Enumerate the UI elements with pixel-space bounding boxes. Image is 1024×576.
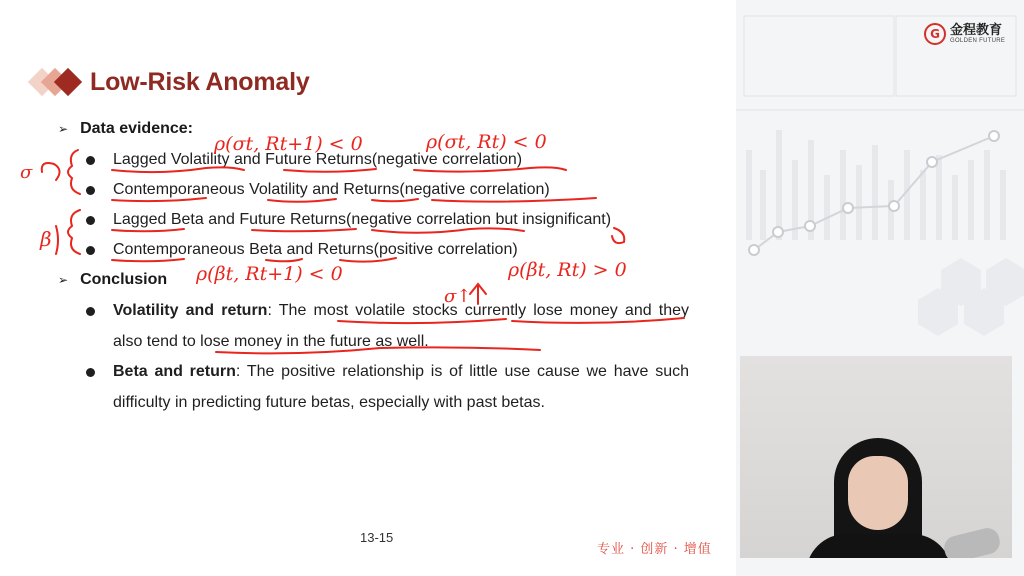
logo-icon: G [924,23,946,45]
conclusion-item [113,357,689,418]
arrow-bullet-icon: ➢ [58,122,69,136]
slide-title: Low-Risk Anomaly [90,67,310,96]
section-data-evidence [58,120,193,138]
logo-english-name: GOLDEN FUTURE [950,38,1006,44]
presenter-webcam [740,356,1012,558]
arrow-bullet-icon: ➢ [58,273,69,287]
brand-logo [924,20,1020,48]
note-sigma-up: σ↑ [444,286,472,307]
bullet-icon [86,156,95,165]
note-contemp-vol: ρ(σt, Rt) < 0 [426,131,547,153]
page-number: 13-15 [360,530,394,545]
evidence-item: Contemporaneous Beta and Returns(positive correlation) [113,241,518,258]
bullet-icon [86,216,95,225]
footer-slogan: 专业 · 创新 · 增值 [597,542,712,557]
title-bar [28,62,310,102]
note-lagged-beta: ρ(βt, Rt+1) < 0 [196,263,343,285]
bullet-icon [86,246,95,255]
note-beta: β [40,227,52,251]
evidence-item: Lagged Beta and Future Returns(negative correlation but insignificant) [113,211,612,228]
conclusion-text: : The positive relationship is of little use cause we have such difficulty in predicting future betas, especially with past betas. [113,363,689,411]
note-contemp-beta: ρ(βt, Rt) > 0 [508,259,627,281]
conclusion-text: : The most volatile stocks currently lose money and they also tend to lose money in the future as well. [113,302,690,350]
section-heading: Data evidence: [80,120,193,137]
note-sigma: σ [20,162,33,183]
conclusion-item [113,296,689,357]
bullet-icon [86,186,95,195]
logo-chinese-name: 金程教育 [950,23,1003,38]
diamond-icon [28,62,88,102]
section-heading: Conclusion [80,271,168,288]
evidence-item: Lagged Volatility and Future Returns(negative correlation) [113,151,523,168]
conclusion-label: Beta and return [113,363,236,380]
conclusion-label: Volatility and return [113,302,268,319]
bullet-icon [86,307,95,316]
bullet-icon [86,368,95,377]
section-conclusion [58,271,167,289]
evidence-item: Contemporaneous Volatility and Returns(negative correlation) [113,181,550,198]
note-lagged-vol: ρ(σt, Rt+1) < 0 [214,133,363,155]
